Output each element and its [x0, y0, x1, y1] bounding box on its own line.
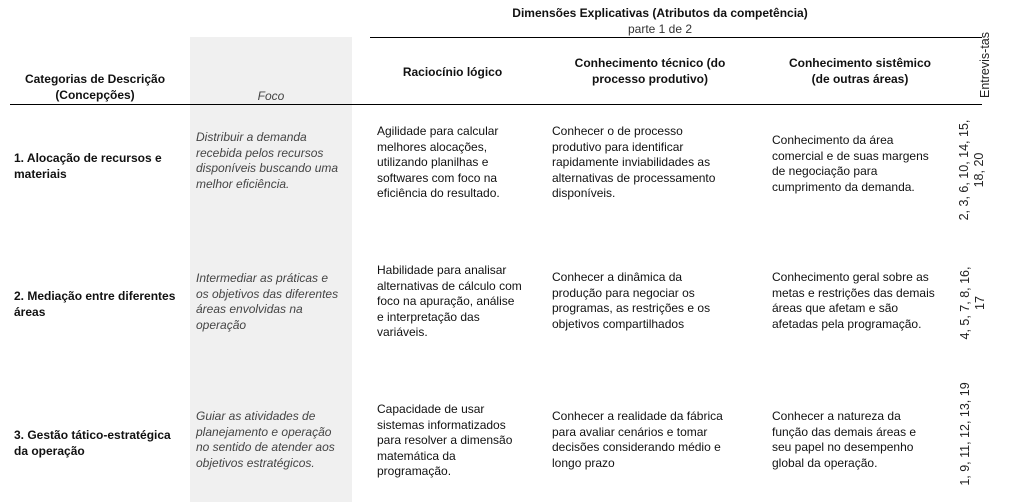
- row-1-category: 1. Alocação de recursos e materiais: [14, 151, 162, 181]
- row-2-technical: Conhecer a dinâmica da produção para negociar os programas, as restrições e os objetivos compartilhados: [552, 270, 711, 331]
- header-interviews: Entrevis-tas: [978, 32, 992, 98]
- row-3-interviews: 1, 9, 11, 12, 13, 19: [958, 382, 972, 486]
- row-3-systemic: Conhecer a natureza da função das demais áreas e seu papel no desempenho global da operação.: [772, 409, 917, 470]
- header-reasoning: Raciocínio lógico: [402, 65, 503, 79]
- row-3-technical: Conhecer a realidade da fábrica para avaliar cenários e tomar decisões considerando médio e longo prazo: [552, 409, 723, 470]
- row-2-reasoning: Habilidade para analisar alternativas de cálculo com foco na apuração, análise e interpretação das variáveis.: [377, 263, 522, 339]
- row-1-reasoning: Agilidade para calcular melhores alocações, utilizando planilhas e softwares com foco na eficiência do resultado.: [377, 124, 500, 200]
- row-2-category: 2. Mediação entre diferentes áreas: [14, 289, 176, 319]
- row-2-interviews: 4, 5, 7, 8, 16, 17: [958, 266, 987, 340]
- header-category: Categorias de Descrição (Concepções): [24, 72, 166, 102]
- table-title: Dimensões Explicativas (Atributos da competência): [512, 6, 808, 20]
- header-technical: Conhecimento técnico (do processo produtivo): [574, 56, 726, 86]
- row-3-category: 3. Gestão tático-estratégica da operação: [14, 428, 171, 458]
- row-3-focus: Guiar as atividades de planejamento e operação no sentido de atender aos objetivos estratégicos.: [196, 409, 335, 470]
- row-1-systemic: Conhecimento da área comercial e de suas margens de negociação para cumprimento da demanda.: [772, 133, 929, 194]
- row-2-systemic: Conhecimento geral sobre as metas e restrições das demais áreas que afetam e são afetadas pela programação.: [772, 270, 935, 331]
- row-1-focus: Distribuir a demanda recebida pelos recursos disponíveis buscando uma melhor eficiência.: [196, 130, 339, 191]
- row-2-focus: Intermediar as práticas e os objetivos das diferentes áreas envolvidas na operação: [196, 271, 339, 332]
- header-divider-top: [370, 37, 982, 38]
- header-focus: Foco: [257, 89, 285, 103]
- row-1-technical: Conhecer o de processo produtivo para identificar rapidamente inviabilidades as alternativas de processamento disponíveis.: [552, 124, 716, 200]
- header-systemic: Conhecimento sistêmico (de outras áreas): [788, 56, 932, 86]
- row-3-reasoning: Capacidade de usar sistemas informatizados para resolver a dimensão matemática da programação.: [377, 402, 513, 478]
- table-subtitle: parte 1 de 2: [627, 22, 693, 36]
- header-divider-bottom: [10, 104, 982, 105]
- row-1-interviews: 2, 3, 6, 10, 14, 15, 18, 20: [957, 119, 986, 221]
